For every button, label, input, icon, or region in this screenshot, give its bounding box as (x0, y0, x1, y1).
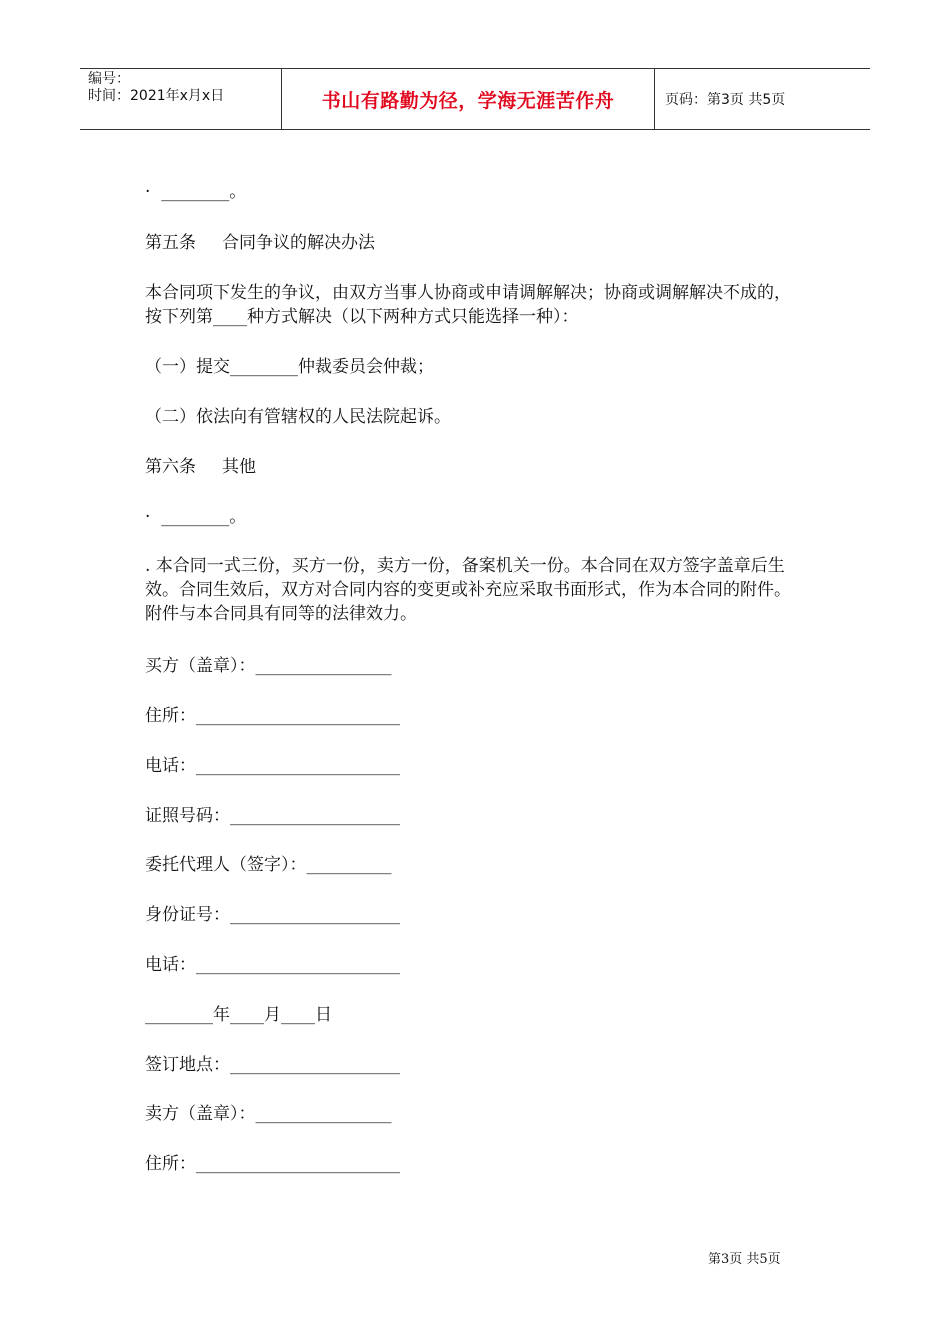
agent-phone-field: 电话：________________________ (145, 955, 400, 975)
footer-page-number: 第3页 共5页 (708, 1252, 781, 1267)
article-5-body: 本合同项下发生的争议，由双方当事人协商或申请调解解决；协商或调解解决不成的，按下列第____种方式解决（以下两种方式只能选择一种）： (145, 283, 791, 327)
header-page-info: 页码：第3页 共5页 (665, 92, 786, 108)
buyer-seal-field: 买方（盖章）：________________ (145, 656, 392, 676)
agent-id-field: 身份证号：____________________ (145, 905, 400, 925)
article-5-heading (145, 231, 375, 255)
header-meta (88, 71, 278, 105)
article-number: 第六条 (145, 457, 196, 477)
header-motto: 书山有路勤为径，学海无涯苦作舟 (321, 89, 615, 112)
seller-seal-field: 卖方（盖章）：________________ (145, 1104, 392, 1124)
agent-signature-field: 委托代理人（签字）：__________ (145, 855, 392, 875)
article-number: 第五条 (145, 233, 196, 253)
header-divider (654, 69, 655, 129)
document-time: 时间：2021年x月x日 (88, 88, 225, 104)
article-6-heading (145, 455, 256, 479)
date-field: ________年____月____日 (145, 1005, 332, 1025)
id-number-field: 证照号码：____________________ (145, 806, 400, 826)
buyer-phone-field: 电话：________________________ (145, 756, 400, 776)
seller-address-field: 住所：________________________ (145, 1154, 400, 1174)
blank-item: · ________。 (145, 182, 247, 202)
document-header (80, 68, 870, 130)
litigation-option: （二）依法向有管辖权的人民法院起诉。 (145, 407, 451, 427)
sign-place-field: 签订地点：____________________ (145, 1055, 400, 1075)
buyer-address-field: 住所：________________________ (145, 706, 400, 726)
arbitration-option: （一）提交________仲裁委员会仲裁； (145, 357, 434, 377)
document-number-label: 编号： (88, 71, 130, 87)
article-title: 合同争议的解决办法 (222, 233, 375, 253)
copies-clause: . 本合同一式三份，买方一份，卖方一份，备案机关一份。本合同在双方签字盖章后生效。合同生效后，双方对合同内容的变更或补充应采取书面形式，作为本合同的附件。附件与本合同具有同等的法律效力。 (145, 556, 791, 624)
blank-item: · ________。 (145, 507, 247, 527)
article-title: 其他 (222, 457, 256, 477)
